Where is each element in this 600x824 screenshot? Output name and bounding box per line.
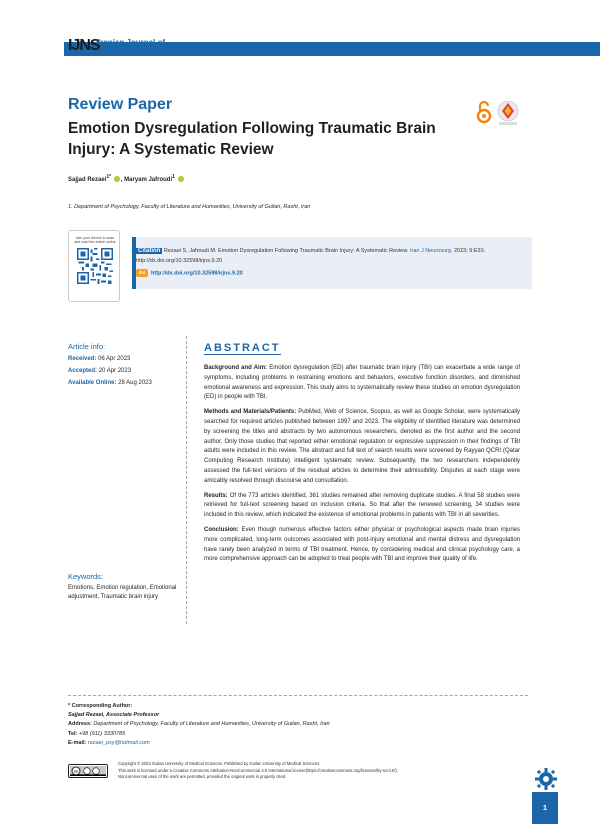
abstract-results-text: Of the 773 articles identified, 361 studies remained after removing duplicate studies. A final 58 studies were retrieved for full-text screening based on inclusion criteria. So that after the renewed screening, 34 studies were included in this review, which indicated the existence of emotional problems in patients with TBI in all severities.: [204, 492, 520, 519]
abstract-results: [204, 492, 520, 521]
badges: [476, 100, 520, 126]
cc-by-nc-icon: [70, 766, 106, 776]
author-affiliation-mark: 1*: [106, 174, 112, 180]
orcid-icon[interactable]: [178, 176, 184, 182]
author-list: Sajjad Rezaei$^{1*}$ , Maryam Jafroudi$^1$: [68, 174, 185, 183]
abstract-methods: [204, 408, 520, 486]
journal-link[interactable]: Iran J Neurosurg.: [409, 248, 453, 254]
paper-type: Review Paper: [68, 96, 173, 113]
accepted-row: [68, 368, 131, 374]
license-text: [118, 761, 538, 781]
affiliation: 1. Department of Psychology, Faculty of Literature and Humanities, University of Guilan, Rasht, Iran: [68, 204, 311, 210]
citation-text: [136, 246, 526, 266]
license-line-2: This work is licensed under a Creative Commons Attribution-NonCommercial 4.0 International license(https://creativecommons.org/licenses/by-nc/4.0/).: [118, 767, 398, 773]
citation-box: [132, 237, 532, 289]
corresponding-heading: * Corresponding Author:: [68, 703, 133, 709]
received-date: 06 Apr 2023: [98, 356, 131, 362]
abstract-methods-text: PubMed, Web of Science, Scopus, as well as Google Scholar, were systematically searched for required articles published between 1997 and 2023. The eligibility of identified literature was determined by screening the titles and abstracts by two autonomous researchers, denoted as the first author and the second author. Only those studies that reported either emotional regulation or expressive suppression in their findings of TBI adults were included in this review. The abstract and full text of search results were screened by Rayyan QCRI (Qatar Computing Research Institute) intelligent systematic review. Subsequently, the two researchers independently assessed the full-text versions of the residual articles to determine their admissibility. Disputes at each stage were amicably resolved through discourse and consultation.: [204, 409, 520, 484]
abstract-background-text: Emotion dysregulation (ED) after traumatic brain injury (TBI) can exacerbate a wide range of symptoms, including problems in restraining emotions and behaviors, executive function disorders, and diminished emotional awareness and expression. This study aims to systematically review these studies on emotion dysregulation (ED) in people with TBI.: [204, 365, 520, 401]
corresponding-name: Sajjad Rezaei, Associate Professor: [68, 712, 160, 719]
doi-row: [136, 269, 243, 277]
author-name[interactable]: Sajjad Rezaei: [68, 177, 107, 183]
abstract-body: [204, 364, 520, 570]
svg-text:cc: cc: [73, 768, 79, 774]
available-label: Available Online:: [68, 380, 117, 386]
available-row: [68, 380, 152, 386]
citation-reference: Rezaei S, Jafroudi M. Emotion Dysregulation Following Traumatic Brain Injury: A Systematic Review.: [163, 248, 409, 254]
journal-logo: [68, 37, 208, 59]
open-access-icon[interactable]: [476, 100, 492, 124]
tel-value: +98 (911) 3330785: [78, 730, 126, 737]
column-divider: [186, 336, 187, 624]
paper-title: Emotion Dysregulation Following Traumatic Brain Injury: A Systematic Review: [68, 120, 436, 158]
article-info-heading: Article info:: [68, 342, 106, 351]
footer-divider: [68, 695, 528, 696]
keywords-heading: Keywords:: [68, 572, 104, 581]
creative-commons-icon[interactable]: [68, 764, 108, 778]
accepted-date: 20 Apr 2023: [98, 368, 132, 374]
abstract-conclusion-label: Conclusion:: [204, 526, 239, 533]
abstract-methods-label: Methods and Materials/Patients:: [204, 409, 297, 416]
email-link[interactable]: rezaei_psy@hotmail.com: [87, 739, 150, 746]
journal-logo-mark: IJNS: [68, 37, 100, 54]
page-number: 1: [532, 792, 558, 824]
license-line-3: Noncommercial uses of the work are permitted, provided the original work is properly cited.: [118, 774, 287, 780]
abstract-conclusion-text: Even though numerous effective factors either physical or psychological aspects made brain injuries more complicated, long-term outcomes associated with post-injury emotional and mental distress and dysregulation have rarely been analyzed in terms of TBI treatment. Hence, by considering medical and clinical psychology care, a more comprehensive approach can be adopted to treat people with TBI and improve their quality of life.: [204, 526, 520, 563]
email-label: E-mail:: [68, 739, 87, 746]
qr-card: [68, 230, 120, 302]
abstract-background: [204, 364, 520, 403]
abstract-conclusion: [204, 526, 520, 565]
corresponding-author: [68, 702, 330, 748]
journal-header: [0, 0, 600, 94]
received-label: Received:: [68, 356, 97, 362]
journal-name-line1: Iranian Journal of: [98, 38, 166, 47]
license-line-1: Copyright © 2023 Guilan University of Medical Sciences. Published by Guilan University of Medical Sciences: [118, 761, 320, 766]
doi-icon: doi: [136, 269, 148, 277]
author-name[interactable]: Maryam Jafroudi: [124, 177, 173, 183]
gear-icon: [535, 768, 557, 790]
journal-name-line2: NEUROSURGERY: [98, 47, 173, 57]
abstract-heading: ABSTRACT: [204, 342, 281, 354]
issue-meta: 2023, Volume 9, No. 20: [464, 87, 538, 94]
doi-link[interactable]: http://dx.doi.org/10.32598/irjns.9.20: [151, 270, 243, 277]
crossmark-icon[interactable]: [496, 100, 520, 126]
abstract-background-label: Background and Aim:: [204, 365, 268, 371]
author-affiliation-mark: 1: [172, 174, 175, 180]
citation-reference-2: 2023; 9:E20. http://dx.doi.org/10.32598/irjns.9.20: [136, 248, 486, 264]
qr-note: Use your device to scan and read the article online: [74, 236, 116, 245]
available-date: 28 Aug 2023: [118, 380, 152, 386]
tel-label: Tel:: [68, 730, 78, 737]
abstract-results-label: Results:: [204, 492, 228, 499]
keywords-list: Emotions, Emotion regulation, Emotional adjustment, Traumatic brain injury: [68, 585, 177, 600]
address-label: Address:: [68, 721, 92, 728]
qr-code-icon[interactable]: [77, 248, 113, 284]
orcid-icon[interactable]: [114, 176, 120, 182]
received-row: [68, 356, 130, 362]
citation-label: Citation: [138, 248, 161, 254]
accepted-label: Accepted:: [68, 368, 98, 374]
address-value: Department of Psychology, Faculty of Literature and Humanities, University of Guilan, Rasht, Iran: [93, 721, 330, 728]
